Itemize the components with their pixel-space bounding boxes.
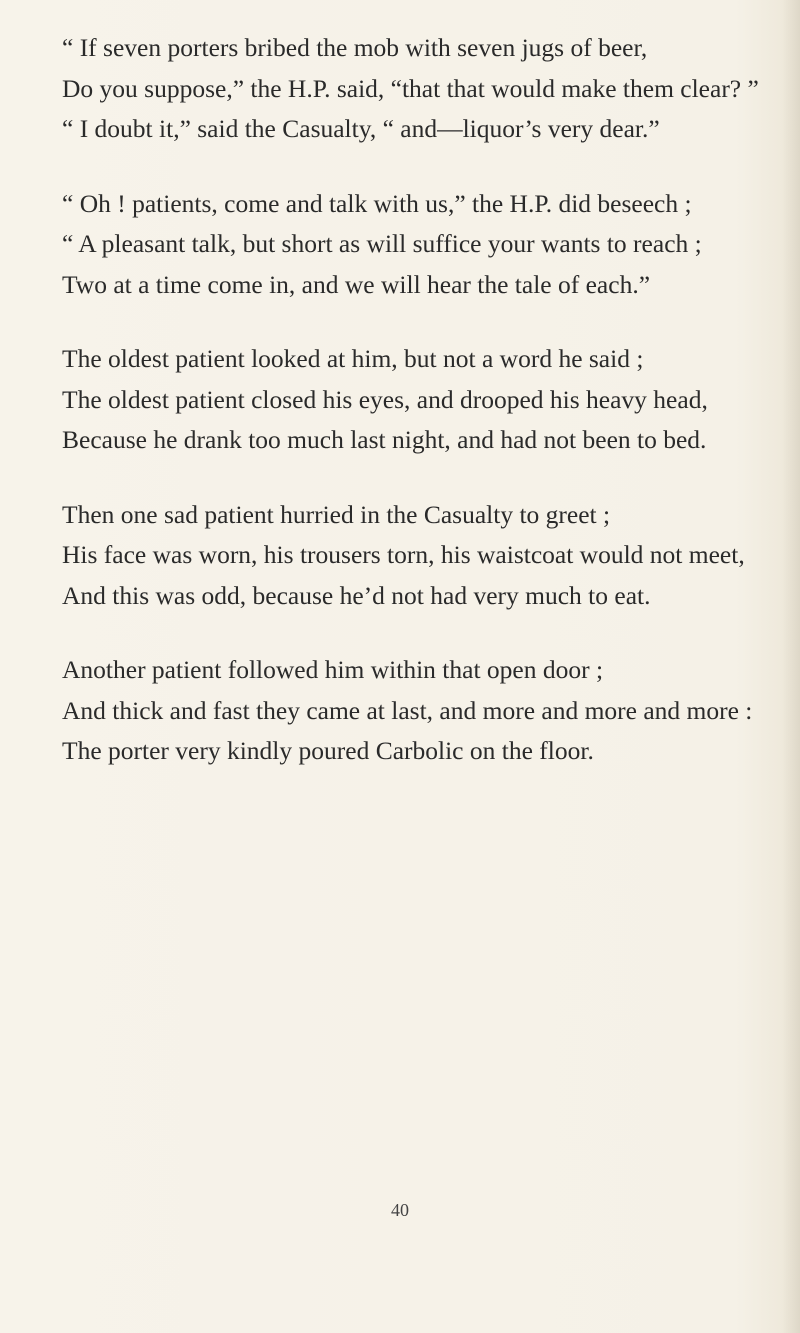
- poem-line: And thick and fast they came at last, and more and more and more :: [62, 695, 753, 725]
- stanza-3: [62, 339, 762, 461]
- poem-line: And this was odd, because he’d not had very much to eat.: [62, 580, 651, 610]
- page-number: 40: [391, 1200, 409, 1220]
- poem-line: The oldest patient looked at him, but not a word he said ;: [62, 344, 644, 373]
- stanza-2: [62, 184, 762, 306]
- stanza-1: [62, 28, 762, 150]
- poem-line: Two at a time come in, and we will hear the tale of each.”: [62, 269, 651, 299]
- poem-line: “ If seven porters bribed the mob with seven jugs of beer,: [62, 33, 648, 62]
- poem-line: Another patient followed him within that open door ;: [62, 655, 604, 684]
- stanza-4: [62, 495, 762, 617]
- poem-text: [62, 28, 762, 772]
- poem-line: Do you suppose,” the H.P. said, “that that would make them clear? ”: [62, 73, 759, 103]
- stanza-5: [62, 650, 762, 772]
- poem-line: “ Oh ! patients, come and talk with us,” the H.P. did beseech ;: [62, 188, 692, 218]
- poem-line: The oldest patient closed his eyes, and drooped his heavy head,: [62, 384, 708, 414]
- poem-line: Because he drank too much last night, and had not been to bed.: [62, 425, 707, 454]
- poem-line: Then one sad patient hurried in the Casualty to greet ;: [62, 499, 611, 529]
- poem-line: “ I doubt it,” said the Casualty, “ and—liquor’s very dear.”: [62, 114, 660, 143]
- page-edge-shadow: [782, 0, 800, 1333]
- poem-line: The porter very kindly poured Carbolic on the floor.: [62, 736, 594, 765]
- poem-line: “ A pleasant talk, but short as will suffice your wants to reach ;: [62, 229, 702, 258]
- poem-line: His face was worn, his trousers torn, his waistcoat would not meet,: [62, 540, 745, 569]
